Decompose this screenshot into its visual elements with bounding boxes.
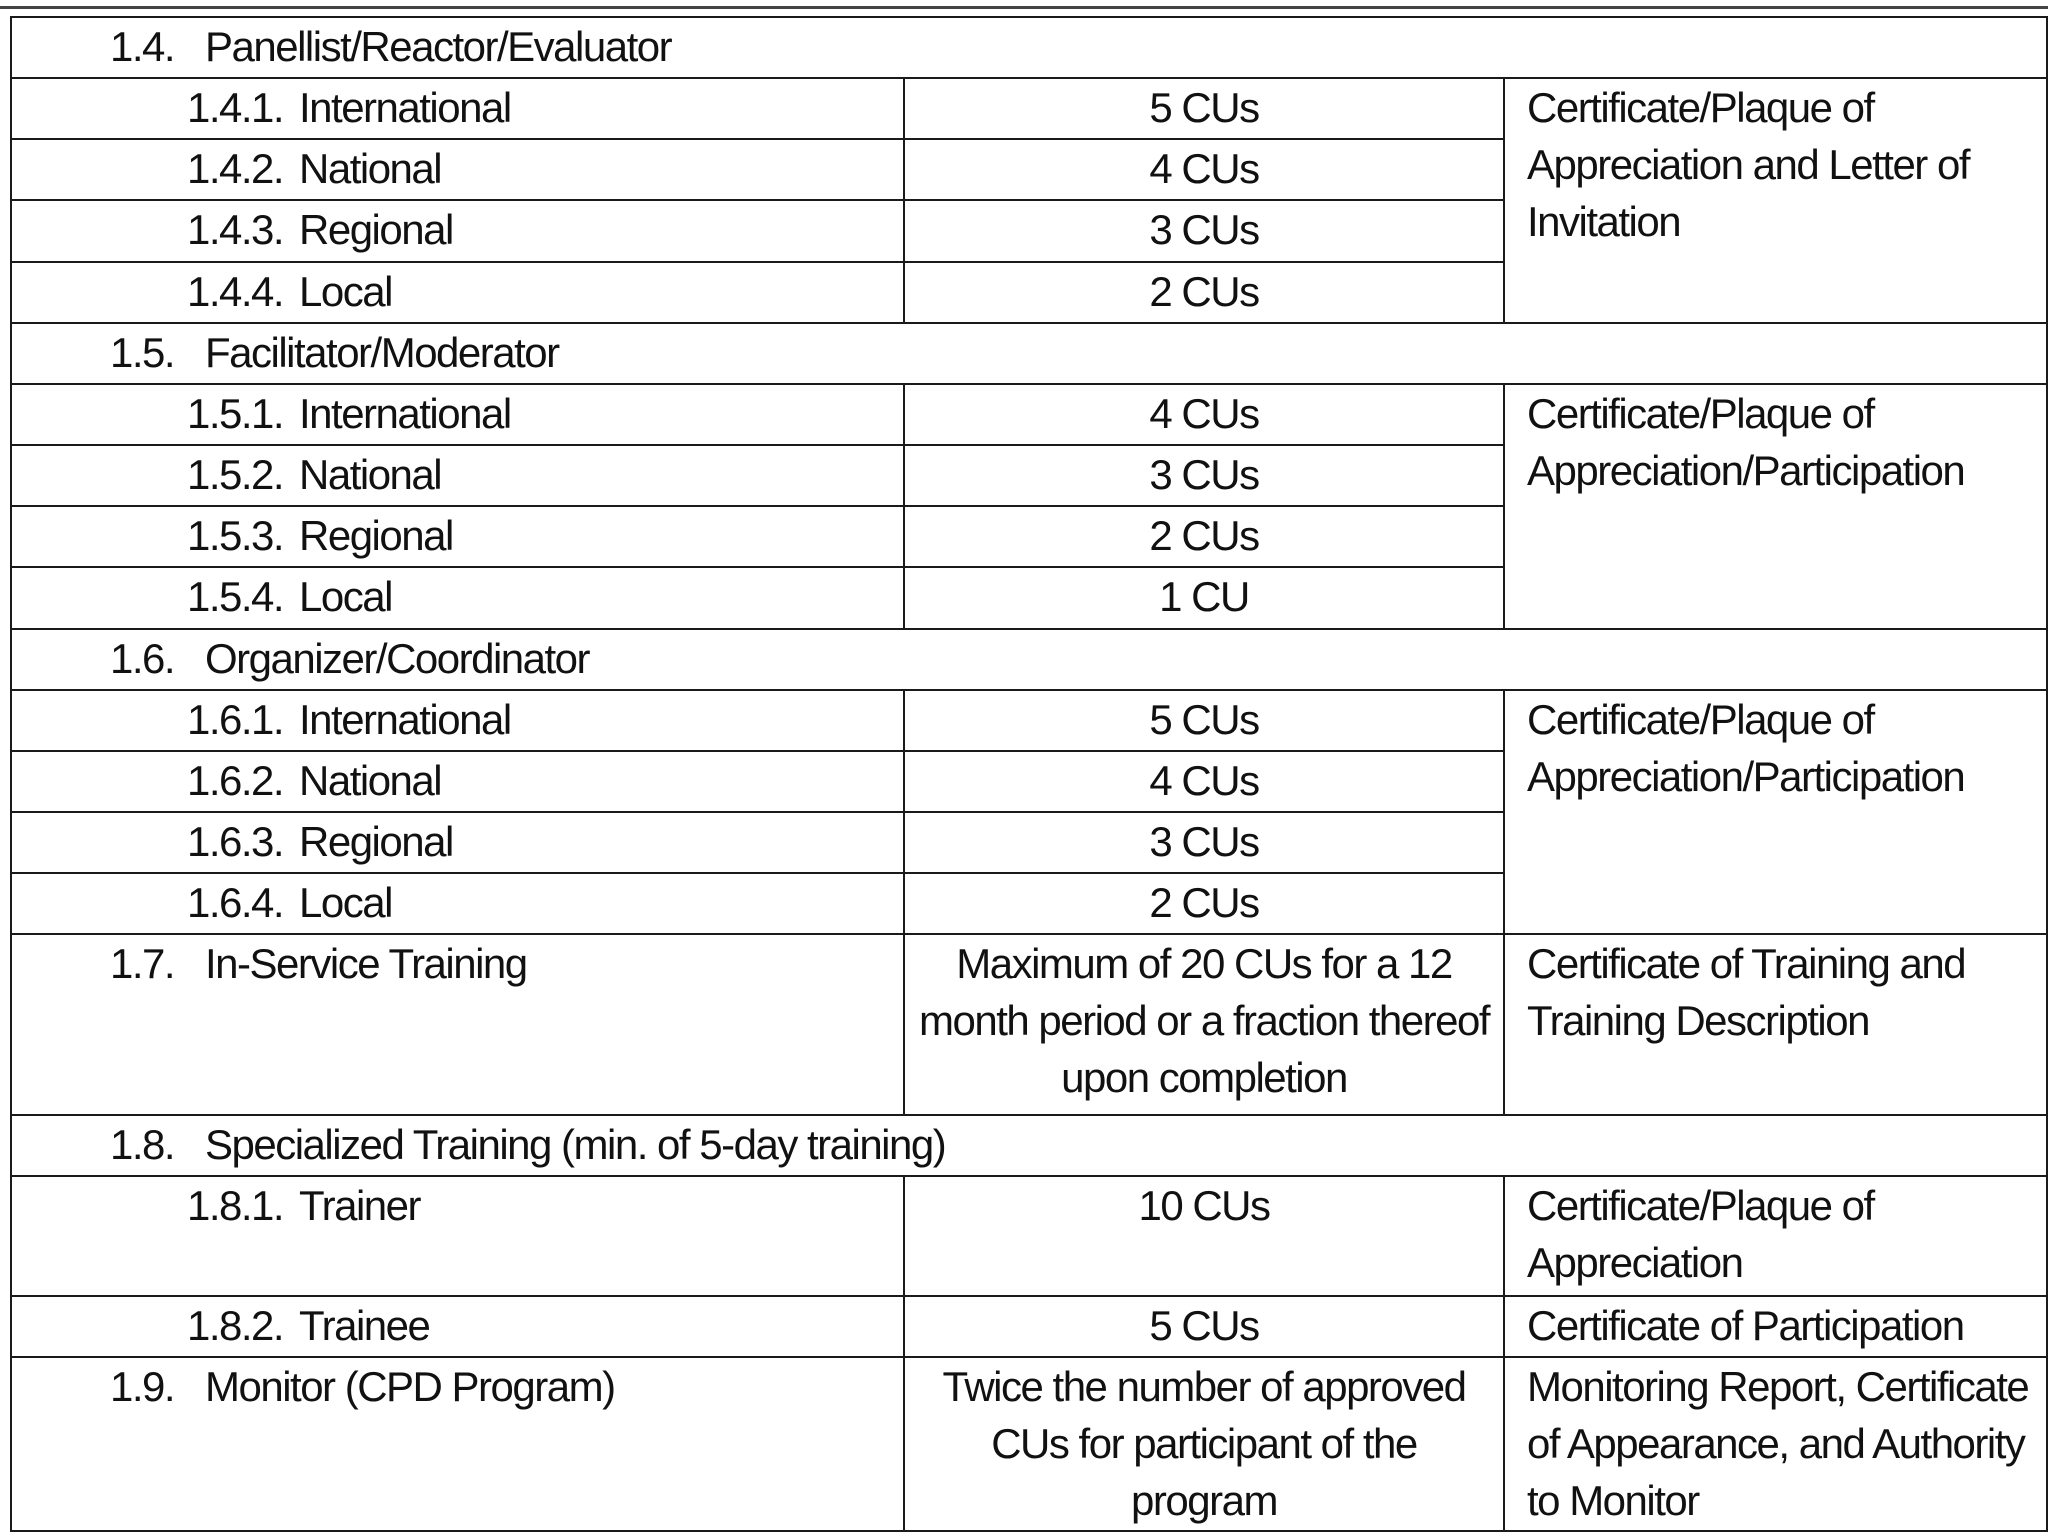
credit-units-cell: 3 CUs xyxy=(904,445,1504,506)
activity-cell xyxy=(11,200,904,261)
item-number: 1.8.2. xyxy=(187,1302,284,1350)
section-label: Facilitator/Moderator xyxy=(205,328,559,376)
item-label: Trainer xyxy=(299,1181,420,1229)
section-label: Panellist/Reactor/Evaluator xyxy=(205,23,672,70)
credit-units-cell: 2 CUs xyxy=(904,873,1504,934)
section-label: Specialized Training (min. of 5-day training) xyxy=(205,1120,946,1168)
section-cell xyxy=(11,17,2047,78)
section-number: 1.6. xyxy=(110,634,175,682)
cpd-credit-units-table xyxy=(10,16,2048,1532)
section-label: In-Service Training xyxy=(205,940,527,988)
credit-units-cell: 5 CUs xyxy=(904,1296,1504,1357)
credit-units-cell: 4 CUs xyxy=(904,384,1504,445)
item-label: National xyxy=(299,451,442,499)
item-label: Regional xyxy=(299,818,453,866)
activity-cell xyxy=(11,139,904,200)
section-cell xyxy=(11,323,2047,384)
item-label: Trainee xyxy=(299,1302,430,1350)
section-label: Organizer/Coordinator xyxy=(205,634,590,682)
section-label: Monitor (CPD Program) xyxy=(205,1363,615,1411)
section-row xyxy=(11,17,2047,78)
supporting-document-cell: Certificate/Plaque of Appreciation/Participation xyxy=(1504,384,2047,629)
section-number: 1.7. xyxy=(110,940,175,988)
item-number: 1.6.4. xyxy=(187,879,284,927)
table-row xyxy=(11,1357,2047,1531)
item-number: 1.5.1. xyxy=(187,389,284,437)
supporting-document-cell: Certificate of Participation xyxy=(1504,1296,2047,1357)
activity-cell xyxy=(11,262,904,323)
activity-cell xyxy=(11,506,904,567)
item-label: Local xyxy=(299,267,392,315)
section-row xyxy=(11,1115,2047,1176)
item-label: Local xyxy=(299,573,392,621)
item-number: 1.5.2. xyxy=(187,451,284,499)
activity-cell xyxy=(11,934,904,1114)
credit-units-cell: 10 CUs xyxy=(904,1176,1504,1296)
item-label: Regional xyxy=(299,206,453,254)
credit-units-cell: 3 CUs xyxy=(904,200,1504,261)
activity-cell xyxy=(11,690,904,751)
top-rule xyxy=(0,6,2048,9)
item-label: Regional xyxy=(299,512,453,560)
section-number: 1.8. xyxy=(110,1120,175,1168)
item-number: 1.5.3. xyxy=(187,512,284,560)
item-label: Local xyxy=(299,879,392,927)
activity-cell xyxy=(11,567,904,628)
item-label: National xyxy=(299,756,442,804)
activity-cell xyxy=(11,1357,904,1531)
table-row xyxy=(11,1176,2047,1296)
credit-units-cell: 2 CUs xyxy=(904,506,1504,567)
item-number: 1.4.1. xyxy=(187,84,284,132)
item-number: 1.4.3. xyxy=(187,206,284,254)
item-number: 1.4.2. xyxy=(187,145,284,193)
credit-units-cell: 4 CUs xyxy=(904,751,1504,812)
supporting-document-cell: Certificate of Training and Training Description xyxy=(1504,934,2047,1114)
section-number: 1.4. xyxy=(110,23,175,70)
item-number: 1.6.2. xyxy=(187,756,284,804)
credit-units-cell: 1 CU xyxy=(904,567,1504,628)
table-row xyxy=(11,78,2047,139)
credit-units-cell: Twice the number of approved CUs for participant of the program xyxy=(904,1357,1504,1531)
item-label: National xyxy=(299,145,442,193)
table-row xyxy=(11,384,2047,445)
credit-units-cell: 4 CUs xyxy=(904,139,1504,200)
section-number: 1.9. xyxy=(110,1363,175,1411)
section-row xyxy=(11,629,2047,690)
activity-cell xyxy=(11,1296,904,1357)
activity-cell xyxy=(11,751,904,812)
credit-units-cell: 2 CUs xyxy=(904,262,1504,323)
section-cell xyxy=(11,629,2047,690)
item-number: 1.5.4. xyxy=(187,573,284,621)
supporting-document-cell: Certificate/Plaque of Appreciation xyxy=(1504,1176,2047,1296)
activity-cell xyxy=(11,78,904,139)
credit-units-cell: Maximum of 20 CUs for a 12 month period or a fraction thereof upon completion xyxy=(904,934,1504,1114)
item-number: 1.6.3. xyxy=(187,818,284,866)
item-number: 1.6.1. xyxy=(187,695,284,743)
activity-cell xyxy=(11,1176,904,1296)
table-row xyxy=(11,690,2047,751)
supporting-document-cell: Certificate/Plaque of Appreciation and Letter of Invitation xyxy=(1504,78,2047,323)
activity-cell xyxy=(11,873,904,934)
activity-cell xyxy=(11,812,904,873)
table-row xyxy=(11,934,2047,1114)
item-label: International xyxy=(299,84,511,132)
credit-units-cell: 3 CUs xyxy=(904,812,1504,873)
table-row xyxy=(11,1296,2047,1357)
activity-cell xyxy=(11,445,904,506)
activity-cell xyxy=(11,384,904,445)
item-number: 1.4.4. xyxy=(187,267,284,315)
item-label: International xyxy=(299,695,511,743)
item-label: International xyxy=(299,389,511,437)
section-number: 1.5. xyxy=(110,328,175,376)
credit-units-cell: 5 CUs xyxy=(904,78,1504,139)
item-number: 1.8.1. xyxy=(187,1181,284,1229)
credit-units-cell: 5 CUs xyxy=(904,690,1504,751)
section-cell xyxy=(11,1115,2047,1176)
supporting-document-cell: Certificate/Plaque of Appreciation/Participation xyxy=(1504,690,2047,935)
section-row xyxy=(11,323,2047,384)
supporting-document-cell: Monitoring Report, Certificate of Appearance, and Authority to Monitor xyxy=(1504,1357,2047,1531)
